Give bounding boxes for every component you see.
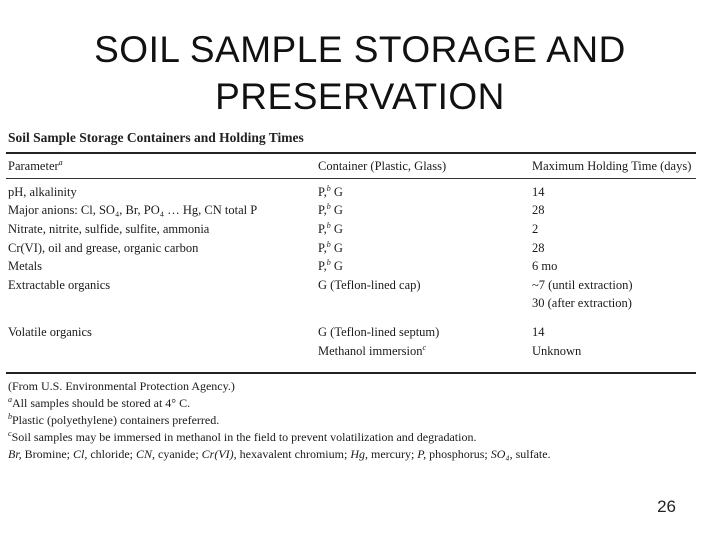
cell-holding: 14 [532,184,545,199]
cell-parameter: Volatile organics [8,324,92,339]
slide-title: SOIL SAMPLE STORAGE AND PRESERVATION [94,29,626,117]
cell-parameter: Cr(VI), oil and grease, organic carbon [8,240,199,255]
table-row [6,295,696,314]
table-row [6,220,696,239]
cell-parameter [6,295,316,314]
cell-container: G (Teflon-lined cap) [318,277,421,292]
table-row [6,179,696,202]
cell-holding: 2 [532,221,539,236]
cell-parameter: pH, alkalinity [8,184,77,199]
cell-container: P,$^b$ G [318,202,343,218]
storage-table [6,154,696,360]
cell-holding: 14 [532,324,545,339]
cell-container: P,$^b$ G [318,183,343,199]
cell-holding: 30 (after extraction) [532,296,632,311]
page-number: 26 [657,497,676,516]
table-row [6,202,696,221]
footnote-b: $^b$Plastic (polyethylene) containers preferred. [8,412,220,428]
table-title: Soil Sample Storage Containers and Holding Times [8,130,304,145]
table-row [6,239,696,258]
cell-parameter: Extractable organics [8,277,111,292]
cell-holding: 28 [532,240,545,255]
table-row [6,323,696,342]
table-notes [6,378,696,463]
bottom-rule [6,372,696,374]
cell-container: P,$^b$ G [318,258,343,274]
cell-parameter: Major anions: Cl, SO₄, Br, PO₄ … Hg, CN total P [8,203,258,218]
cell-parameter: Metals [8,259,43,274]
cell-parameter [6,342,316,361]
cell-holding: Unknown [532,343,582,358]
cell-holding: 6 mo [532,259,558,274]
table-row [6,342,696,361]
cell-holding: 28 [532,203,545,218]
cell-container: Methanol immersion$^c$ [318,342,427,358]
cell-parameter: Nitrate, nitrite, sulfide, sulfite, ammonia [8,221,210,236]
footnote-c: $^c$Soil samples may be immersed in methanol in the field to prevent volatilization and degradation. [8,429,477,445]
cell-container: G (Teflon-lined septum) [318,324,440,339]
table-row [6,276,696,295]
header-container: Container (Plastic, Glass) [318,158,447,173]
header-row [6,154,696,178]
abbreviations-note: Br, Bromine; Cl, chloride; CN, cyanide; Cr(VI), hexavalent chromium; Hg, mercury; P, phosphorus; SO₄, sulfate. [8,447,551,462]
source-note: (From U.S. Environmental Protection Agency.) [8,379,235,394]
header-holding-time: Maximum Holding Time (days) [532,158,692,173]
storage-table-figure [6,130,696,463]
cell-container: P,$^b$ G [318,220,343,236]
cell-container [316,295,530,314]
cell-holding: ~7 (until extraction) [532,277,633,292]
header-parameter: Parameter$^a$ [8,157,63,173]
footnote-a: $^a$All samples should be stored at 4° C. [8,395,191,411]
cell-container: P,$^b$ G [318,239,343,255]
table-row [6,257,696,276]
